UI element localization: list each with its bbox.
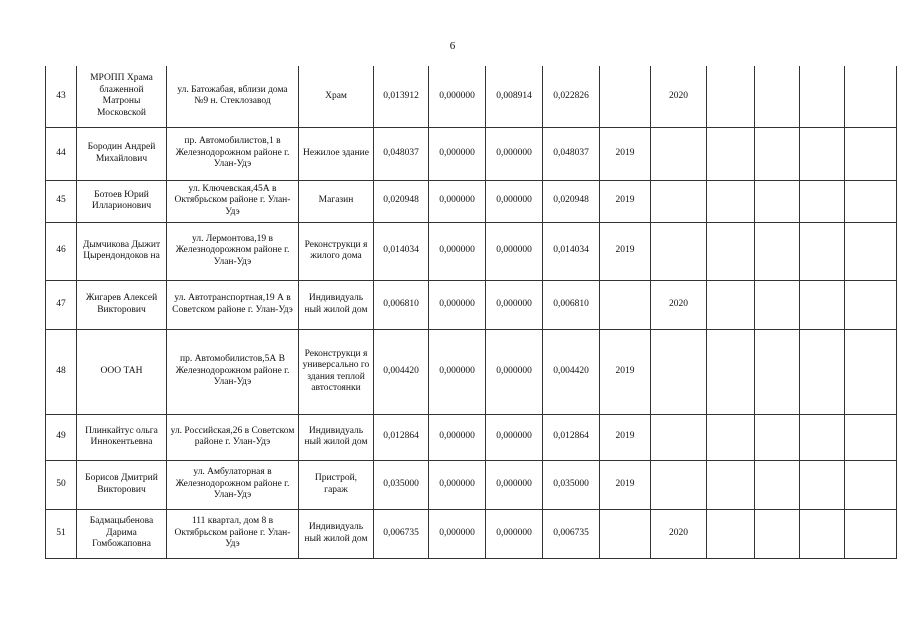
- purpose-cell: Реконструкци я жилого дома: [299, 222, 374, 280]
- empty-cell: [707, 127, 755, 180]
- value-cell: 0,000000: [429, 460, 486, 509]
- year-cell: 2019: [600, 127, 651, 180]
- value-cell: 0,000000: [486, 222, 543, 280]
- total-cell: 0,012864: [543, 414, 600, 460]
- row-number: 49: [46, 414, 77, 460]
- row-number: 45: [46, 180, 77, 222]
- total-cell: 0,035000: [543, 460, 600, 509]
- year-cell: 2019: [600, 460, 651, 509]
- empty-cell: [845, 414, 897, 460]
- address-cell: ул. Автотранспортная,19 А в Советском районе г. Улан-Удэ: [167, 280, 299, 329]
- address-cell: ул. Лермонтова,19 в Железнодорожном районе г. Улан-Удэ: [167, 222, 299, 280]
- value-cell: 0,000000: [429, 509, 486, 558]
- table-row: [46, 460, 897, 509]
- empty-cell: [800, 509, 845, 558]
- total-cell: 0,014034: [543, 222, 600, 280]
- empty-cell: [755, 460, 800, 509]
- empty-cell: [800, 180, 845, 222]
- applicant-cell: Бородин Андрей Михайлович: [77, 127, 167, 180]
- table-row: [46, 180, 897, 222]
- empty-cell: [755, 509, 800, 558]
- value-cell: 0,000000: [486, 414, 543, 460]
- total-cell: 0,004420: [543, 329, 600, 414]
- table-row: [46, 66, 897, 127]
- value-cell: 0,013912: [374, 66, 429, 127]
- year-cell: [600, 66, 651, 127]
- value-cell: 0,006810: [374, 280, 429, 329]
- address-cell: ул. Ключевская,45А в Октябрьском районе г. Улан-Удэ: [167, 180, 299, 222]
- address-cell: пр. Автомобилистов,1 в Железнодорожном районе г. Улан-Удэ: [167, 127, 299, 180]
- row-number: 46: [46, 222, 77, 280]
- value-cell: 0,000000: [429, 222, 486, 280]
- value-cell: 0,012864: [374, 414, 429, 460]
- page-number: 6: [449, 40, 456, 52]
- address-cell: ул. Амбулаторная в Железнодорожном районе г. Улан-Удэ: [167, 460, 299, 509]
- empty-cell: [800, 66, 845, 127]
- year-cell: 2020: [651, 509, 707, 558]
- empty-cell: [800, 460, 845, 509]
- row-number: 50: [46, 460, 77, 509]
- table-row: [46, 127, 897, 180]
- purpose-cell: Индивидуаль ный жилой дом: [299, 280, 374, 329]
- applicant-cell: Борисов Дмитрий Викторович: [77, 460, 167, 509]
- value-cell: 0,000000: [486, 127, 543, 180]
- empty-cell: [800, 127, 845, 180]
- row-number: 44: [46, 127, 77, 180]
- year-cell: [651, 329, 707, 414]
- empty-cell: [845, 127, 897, 180]
- value-cell: 0,035000: [374, 460, 429, 509]
- empty-cell: [755, 280, 800, 329]
- purpose-cell: Пристрой, гараж: [299, 460, 374, 509]
- year-cell: [651, 127, 707, 180]
- purpose-cell: Индивидуаль ный жилой дом: [299, 509, 374, 558]
- empty-cell: [707, 280, 755, 329]
- empty-cell: [755, 414, 800, 460]
- year-cell: [651, 460, 707, 509]
- value-cell: 0,000000: [429, 280, 486, 329]
- empty-cell: [845, 280, 897, 329]
- empty-cell: [845, 329, 897, 414]
- empty-cell: [707, 222, 755, 280]
- applicant-cell: Жигарев Алексей Викторович: [77, 280, 167, 329]
- purpose-cell: Нежилое здание: [299, 127, 374, 180]
- value-cell: 0,006735: [374, 509, 429, 558]
- address-cell: ул. Батожабая, вблизи дома №9 н. Стеклозавод: [167, 66, 299, 127]
- purpose-cell: Храм: [299, 66, 374, 127]
- empty-cell: [800, 414, 845, 460]
- table-row: [46, 222, 897, 280]
- address-cell: 111 квартал, дом 8 в Октябрьском районе г. Улан-Удэ: [167, 509, 299, 558]
- year-cell: [600, 509, 651, 558]
- applicant-cell: ООО ТАН: [77, 329, 167, 414]
- year-cell: 2019: [600, 180, 651, 222]
- registry-table: [45, 66, 897, 559]
- value-cell: 0,000000: [486, 509, 543, 558]
- empty-cell: [755, 66, 800, 127]
- empty-cell: [800, 280, 845, 329]
- value-cell: 0,020948: [374, 180, 429, 222]
- empty-cell: [800, 329, 845, 414]
- empty-cell: [755, 222, 800, 280]
- row-number: 47: [46, 280, 77, 329]
- value-cell: 0,000000: [429, 127, 486, 180]
- table-row: [46, 280, 897, 329]
- applicant-cell: Дымчикова Дыжит Цырендондоков на: [77, 222, 167, 280]
- year-cell: [651, 414, 707, 460]
- empty-cell: [755, 329, 800, 414]
- value-cell: 0,000000: [429, 180, 486, 222]
- year-cell: 2020: [651, 66, 707, 127]
- empty-cell: [755, 180, 800, 222]
- table-row: [46, 329, 897, 414]
- applicant-cell: МРОПП Храма блаженной Матроны Московской: [77, 66, 167, 127]
- table-row: [46, 414, 897, 460]
- empty-cell: [707, 180, 755, 222]
- purpose-cell: Индивидуаль ный жилой дом: [299, 414, 374, 460]
- row-number: 48: [46, 329, 77, 414]
- empty-cell: [707, 66, 755, 127]
- total-cell: 0,022826: [543, 66, 600, 127]
- empty-cell: [845, 180, 897, 222]
- value-cell: 0,048037: [374, 127, 429, 180]
- value-cell: 0,000000: [486, 329, 543, 414]
- total-cell: 0,020948: [543, 180, 600, 222]
- year-cell: 2019: [600, 329, 651, 414]
- empty-cell: [845, 66, 897, 127]
- year-cell: [651, 222, 707, 280]
- year-cell: 2019: [600, 222, 651, 280]
- empty-cell: [845, 509, 897, 558]
- year-cell: 2019: [600, 414, 651, 460]
- value-cell: 0,000000: [429, 329, 486, 414]
- empty-cell: [755, 127, 800, 180]
- value-cell: 0,004420: [374, 329, 429, 414]
- total-cell: 0,006735: [543, 509, 600, 558]
- empty-cell: [707, 414, 755, 460]
- value-cell: 0,000000: [486, 280, 543, 329]
- row-number: 51: [46, 509, 77, 558]
- value-cell: 0,000000: [429, 414, 486, 460]
- value-cell: 0,008914: [486, 66, 543, 127]
- year-cell: 2020: [651, 280, 707, 329]
- applicant-cell: Бадмацыбенова Дарима Гомбожаповна: [77, 509, 167, 558]
- address-cell: пр. Автомобилистов,5А В Железнодорожном районе г. Улан-Удэ: [167, 329, 299, 414]
- row-number: 43: [46, 66, 77, 127]
- empty-cell: [845, 222, 897, 280]
- year-cell: [600, 280, 651, 329]
- purpose-cell: Магазин: [299, 180, 374, 222]
- empty-cell: [800, 222, 845, 280]
- value-cell: 0,000000: [486, 460, 543, 509]
- empty-cell: [845, 460, 897, 509]
- value-cell: 0,000000: [486, 180, 543, 222]
- total-cell: 0,006810: [543, 280, 600, 329]
- applicant-cell: Плинкайтус ольга Иннокентьевна: [77, 414, 167, 460]
- purpose-cell: Реконструкци я универсально го здания теплой автостоянки: [299, 329, 374, 414]
- empty-cell: [707, 460, 755, 509]
- applicant-cell: Ботоев Юрий Илларионович: [77, 180, 167, 222]
- empty-cell: [707, 329, 755, 414]
- value-cell: 0,000000: [429, 66, 486, 127]
- total-cell: 0,048037: [543, 127, 600, 180]
- empty-cell: [707, 509, 755, 558]
- address-cell: ул. Российская,26 в Советском районе г. Улан-Удэ: [167, 414, 299, 460]
- table-row: [46, 509, 897, 558]
- year-cell: [651, 180, 707, 222]
- value-cell: 0,014034: [374, 222, 429, 280]
